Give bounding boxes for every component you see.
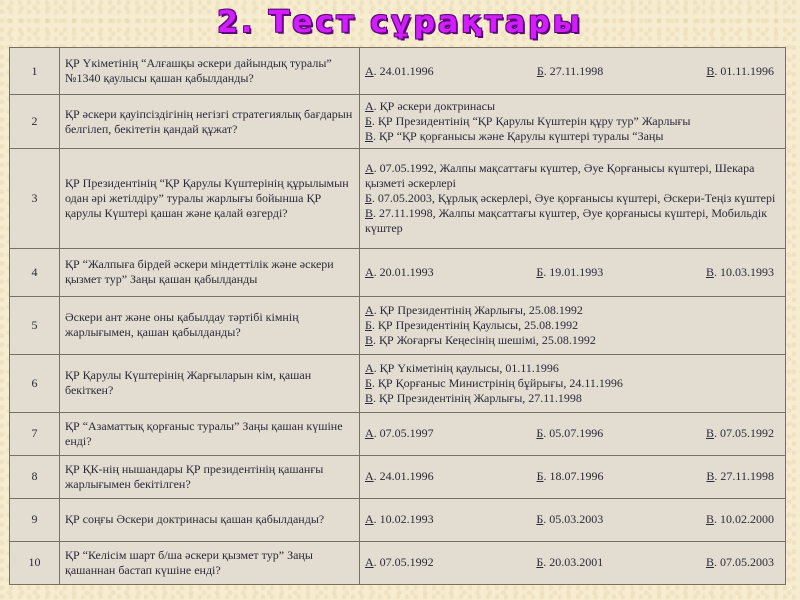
question-number: 9	[10, 498, 60, 541]
option-text: . 24.01.1996	[373, 469, 434, 484]
answer-options	[360, 149, 786, 249]
answer-options	[360, 412, 786, 455]
option-letter: А	[365, 360, 374, 375]
answer-option	[365, 265, 434, 280]
question-number: 10	[10, 541, 60, 584]
question-text: ҚР “Жалпыға бірдей әскери міндеттілік және әскери қызмет тур” Заңы қашан қабылданды	[60, 249, 360, 296]
question-text: ҚР Президентінің “ҚР Қарулы Күштерінің құрылымын одан әрі жетілдіру” туралы жарлығы бойынша ҚР қарулы Күштері қашан және қалай өзгерді?	[60, 149, 360, 249]
option-text: . 19.01.1993	[543, 264, 604, 279]
option-text: . 20.03.2001	[543, 555, 604, 570]
option-letter: А	[365, 555, 374, 570]
answer-options	[360, 354, 786, 412]
answer-option	[365, 161, 780, 191]
option-text: . 10.03.1993	[713, 264, 774, 279]
option-text: . 07.05.1997	[373, 426, 434, 441]
option-letter: В	[705, 512, 714, 527]
option-letter: А	[365, 99, 374, 114]
option-letter: В	[705, 555, 714, 570]
option-letter: В	[365, 206, 374, 221]
answer-options	[360, 95, 786, 149]
table-row	[10, 455, 786, 498]
answer-option	[365, 333, 780, 348]
table-row	[10, 249, 786, 296]
answer-option	[537, 64, 603, 79]
answer-option	[365, 99, 780, 114]
answer-option	[365, 361, 780, 376]
answer-options	[360, 541, 786, 584]
option-text: . ҚР Президентінің Жарлығы, 25.08.1992	[373, 302, 583, 317]
option-text: . 27.11.1998	[543, 63, 604, 78]
table-row	[10, 149, 786, 249]
answer-option	[706, 64, 774, 79]
answer-option	[365, 114, 780, 129]
question-text: Әскери ант және оны қабылдау тәртібі кімнің жарлығымен, қашан қабылданды?	[60, 296, 360, 354]
question-text: ҚР соңғы Әскери доктринасы қашан қабылданды?	[60, 498, 360, 541]
option-letter: В	[365, 390, 374, 405]
option-text: . 07.05.1992	[373, 555, 434, 570]
question-number: 3	[10, 149, 60, 249]
answer-option	[706, 426, 774, 441]
answer-option	[706, 555, 774, 570]
question-number: 1	[10, 48, 60, 95]
option-letter: В	[705, 426, 714, 441]
option-text: . ҚР “ҚР қорғанысы және Қарулы күштері туралы “Заңы	[373, 129, 664, 144]
option-text: . ҚР Президентінің “ҚР Қарулы Күштерін құру тур” Жарлығы	[371, 114, 691, 129]
answer-option	[706, 265, 774, 280]
option-text: . 10.02.1993	[373, 512, 434, 527]
table-row	[10, 48, 786, 95]
answer-option	[365, 555, 434, 570]
option-letter: Б	[536, 555, 544, 570]
answer-option	[537, 469, 604, 484]
option-letter: В	[706, 469, 715, 484]
answer-option	[706, 469, 774, 484]
option-letter: А	[365, 264, 374, 279]
answer-options	[360, 296, 786, 354]
option-text: . 20.01.1993	[373, 264, 434, 279]
questions-table	[9, 47, 786, 585]
answer-option	[365, 469, 434, 484]
question-number: 8	[10, 455, 60, 498]
answer-option	[706, 512, 774, 527]
option-text: . 10.02.2000	[713, 512, 774, 527]
answer-option	[365, 376, 780, 391]
option-text: . ҚР Президентінің Қаулысы, 25.08.1992	[371, 317, 579, 332]
option-letter: Б	[536, 512, 544, 527]
option-letter: А	[365, 426, 374, 441]
option-text: . 27.11.1998, Жалпы мақсаттағы күштер, Әуе қорғанысы күштері, Мобильдік күштер	[365, 206, 768, 236]
option-text: . ҚР Президентінің Жарлығы, 27.11.1998	[373, 390, 582, 405]
answer-option	[536, 555, 603, 570]
option-text: . ҚР Қорғаныс Министрінің бұйрығы, 24.11.1996	[371, 375, 623, 390]
answer-option	[365, 64, 434, 79]
option-letter: В	[365, 129, 374, 144]
option-text: . 18.07.1996	[543, 469, 604, 484]
option-text: . 01.11.1996	[714, 63, 774, 78]
question-number: 6	[10, 354, 60, 412]
answer-option	[365, 129, 780, 144]
option-letter: В	[365, 332, 374, 347]
option-letter: В	[705, 264, 714, 279]
question-number: 5	[10, 296, 60, 354]
answer-option	[536, 512, 603, 527]
answer-options	[360, 249, 786, 296]
answer-options	[360, 498, 786, 541]
option-letter: Б	[536, 426, 544, 441]
page-title-text: 2. Тест сұрақтары	[217, 4, 583, 40]
question-text: ҚР әскери қауіпсіздігінің негізгі стратегиялық бағдарын белгілеп, бекітетін қандай құжат?	[60, 95, 360, 149]
option-letter: А	[365, 161, 374, 176]
question-text: ҚР “Азаматтық қорғаныс туралы” Заңы қашан күшіне енді?	[60, 412, 360, 455]
answer-option	[365, 303, 780, 318]
question-text: ҚР “Келісім шарт б/ша әскери қызмет тур” Заңы қашаннан бастап күшіне енді?	[60, 541, 360, 584]
page-title	[0, 0, 800, 44]
answer-option	[365, 426, 434, 441]
option-letter: А	[365, 302, 374, 317]
question-number: 7	[10, 412, 60, 455]
question-text: ҚР Қарулы Күштерінің Жарғыларын кім, қашан бекіткен?	[60, 354, 360, 412]
question-text: ҚР ҚК-нің нышандары ҚР президентінің қашанғы жарлығымен бекітілген?	[60, 455, 360, 498]
answer-option	[365, 318, 780, 333]
option-letter: Б	[365, 114, 372, 129]
table-row	[10, 296, 786, 354]
option-text: . 05.03.2003	[543, 512, 604, 527]
option-text: . 07.05.1992	[713, 426, 774, 441]
option-letter: Б	[365, 191, 372, 206]
option-letter: А	[365, 63, 374, 78]
option-letter: Б	[536, 264, 544, 279]
answer-option	[365, 512, 434, 527]
option-text: . 07.05.1992, Жалпы мақсаттағы күштер, Әуе Қорғанысы күштері, Шекара қызметі әскерлері	[365, 161, 755, 191]
option-letter: Б	[365, 317, 372, 332]
option-letter: Б	[365, 375, 372, 390]
question-text: ҚР Үкіметінің “Алғашқы әскери дайындық туралы” №1340 қаулысы қашан қабылданды?	[60, 48, 360, 95]
answer-option	[536, 265, 603, 280]
option-text: . 07.05.2003	[713, 555, 774, 570]
option-letter: А	[365, 512, 374, 527]
table-row	[10, 412, 786, 455]
question-number: 2	[10, 95, 60, 149]
option-text: . 27.11.1998	[714, 469, 774, 484]
option-text: . 24.01.1996	[373, 63, 434, 78]
answer-option	[365, 206, 780, 236]
table-row	[10, 95, 786, 149]
question-number: 4	[10, 249, 60, 296]
option-text: . ҚР Үкіметінің қаулысы, 01.11.1996	[373, 360, 559, 375]
answer-options	[360, 48, 786, 95]
answer-options	[360, 455, 786, 498]
answer-option	[536, 426, 603, 441]
table-row	[10, 541, 786, 584]
option-letter: Б	[536, 63, 544, 78]
option-letter: В	[706, 63, 715, 78]
option-text: . 05.07.1996	[543, 426, 604, 441]
table-row	[10, 354, 786, 412]
answer-option	[365, 391, 780, 406]
answer-option	[365, 191, 780, 206]
option-letter: А	[365, 469, 374, 484]
option-text: . ҚР әскери доктринасы	[373, 99, 496, 114]
option-text: . ҚР Жоғарғы Кеңесінің шешімі, 25.08.1992	[373, 332, 596, 347]
option-letter: Б	[536, 469, 544, 484]
table-row	[10, 498, 786, 541]
option-text: . 07.05.2003, Құрлық әскерлері, Әуе қорғанысы күштері, Әскери-Теңіз күштері	[371, 191, 776, 206]
